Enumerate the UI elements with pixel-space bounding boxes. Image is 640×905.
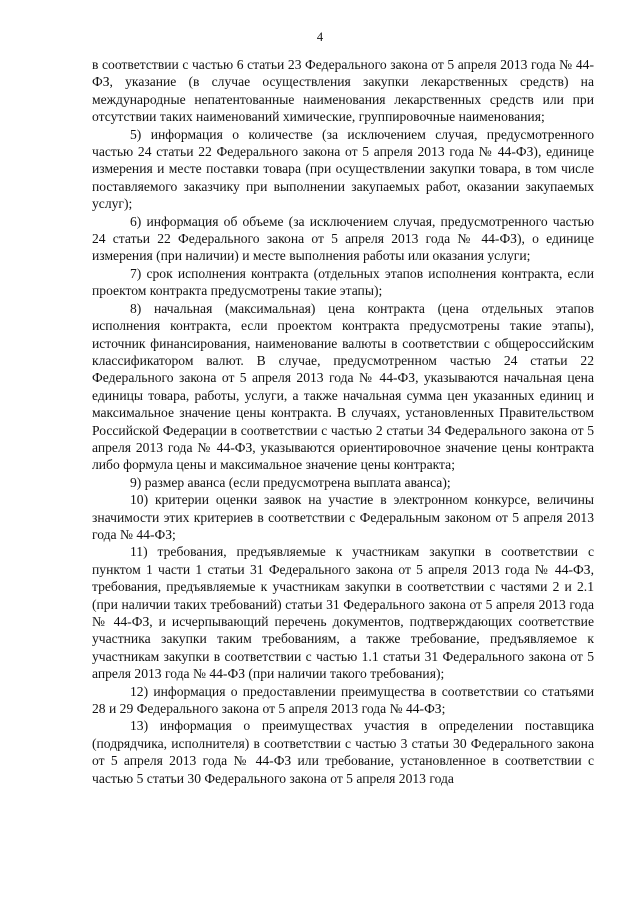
- paragraph-item-13: 13) информация о преимуществах участия в определении поставщика (подрядчика, исполнителя) в соответствии с частью 3 статьи 30 Федерального закона от 5 апреля 2013 года № 44-ФЗ или требование, установленное в соответствии с частью 5 статьи 30 Федерального закона от 5 апреля 2013 года: [92, 718, 594, 786]
- paragraph-item-11: 11) требования, предъявляемые к участникам закупки в соответствии с пунктом 1 части 1 статьи 31 Федерального закона от 5 апреля 2013 года № 44-ФЗ, требования, предъявляемые к участникам закупки в соответствии с частями 2 и 2.1 (при наличии таких требований) статьи 31 Федерального закона от 5 апреля 2013 года № 44-ФЗ, и исчерпывающий перечень документов, подтверждающих соответствие участника закупки таким требованиям, а также требование, предъявляемое к участникам закупки в соответствии с частью 1.1 статьи 31 Федерального закона от 5 апреля 2013 года № 44-ФЗ (при наличии такого требования);: [92, 544, 594, 682]
- page-number: 4: [316, 30, 324, 44]
- paragraph-continuation: в соответствии с частью 6 статьи 23 Федерального закона от 5 апреля 2013 года № 44-ФЗ, указание (в случае осуществления закупки лекарственных средств) на международные непатентованные наименования лекарственных средств или при отсутствии таких наименований химические, группировочные наименования;: [92, 57, 594, 125]
- paragraph-item-5: 5) информация о количестве (за исключением случая, предусмотренного частью 24 статьи 22 Федерального закона от 5 апреля 2013 года № 44-ФЗ), единице измерения и месте поставки товара (при осуществлении закупки товара, в том числе поставляемого заказчику при выполнении закупаемых работ, оказании закупаемых услуг);: [92, 126, 594, 212]
- paragraph-item-7: 7) срок исполнения контракта (отдельных этапов исполнения контракта, если проектом контракта предусмотрены такие этапы);: [92, 265, 594, 299]
- paragraph-item-10: 10) критерии оценки заявок на участие в электронном конкурсе, величины значимости этих критериев в соответствии с Федеральным законом от 5 апреля 2013 года № 44-ФЗ;: [92, 492, 594, 542]
- paragraph-item-9: 9) размер аванса (если предусмотрена выплата аванса);: [130, 474, 451, 490]
- paragraph-item-6: 6) информация об объеме (за исключением случая, предусмотренного частью 24 статьи 22 Федерального закона от 5 апреля 2013 года № 44-ФЗ), о единице измерения (при наличии) и месте выполнения работы или оказания услуги;: [92, 213, 594, 264]
- paragraph-item-12: 12) информация о предоставлении преимущества в соответствии со статьями 28 и 29 Федерального закона от 5 апреля 2013 года № 44-ФЗ;: [92, 683, 594, 717]
- document-body: [92, 56, 594, 787]
- paragraph-item-8: 8) начальная (максимальная) цена контракта (цена отдельных этапов исполнения контракта, если проектом контракта предусмотрены такие этапы), источник финансирования, наименование валюты в соответствии с общероссийским классификатором валют. В случае, предусмотренном частью 24 статьи 22 Федерального закона от 5 апреля 2013 года № 44-ФЗ, указываются начальная цена единицы товара, работы, услуги, а также начальная сумма цен указанных единиц и максимальное значение цены контракта. В случаях, установленных Правительством Российской Федерации в соответствии с частью 2 статьи 34 Федерального закона от 5 апреля 2013 года № 44-ФЗ, указываются ориентировочное значение цены контракта либо формула цены и максимальное значение цены контракта;: [92, 300, 594, 473]
